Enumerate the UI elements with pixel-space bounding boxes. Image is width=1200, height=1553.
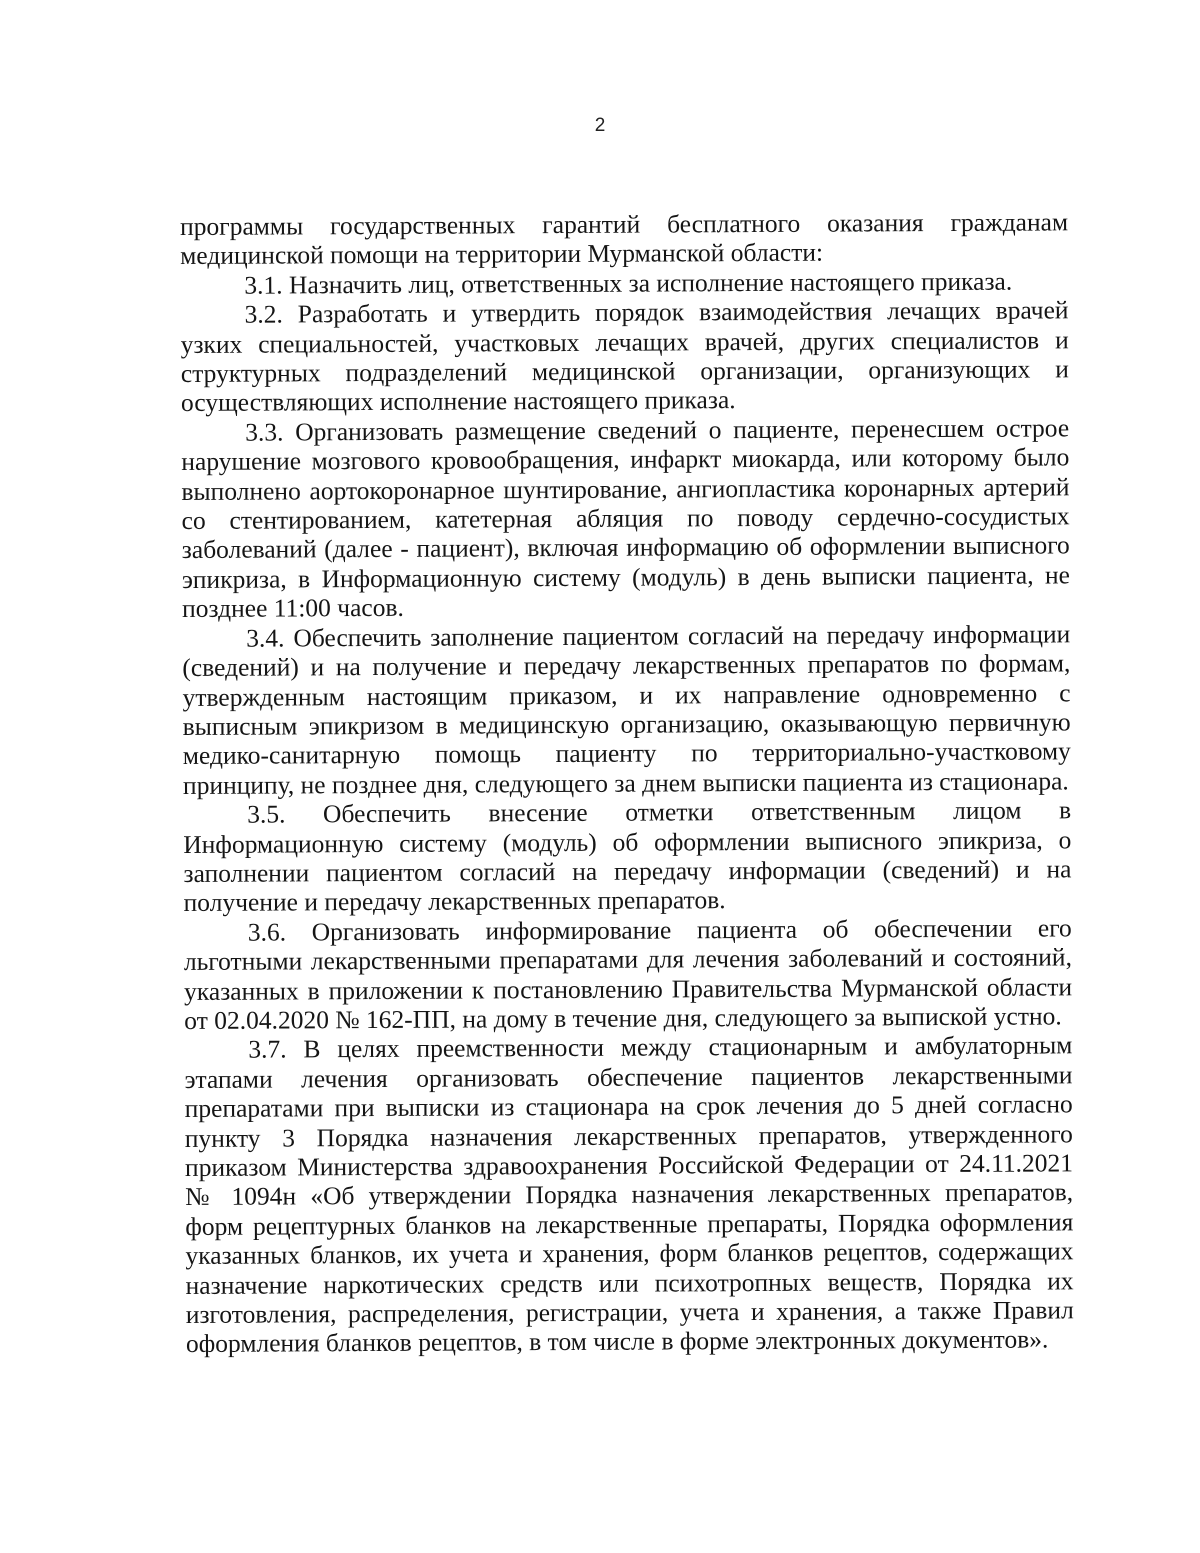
paragraph-3-3: 3.3. Организовать размещение сведений о пациенте, перенесшем острое нарушение мозгового кровообращения, инфаркт миокарда, или которому было выполнено аортокоронарное шунтирование, ангиопластика коронарных артерий со стентированием, катетерная абляция по поводу сердечно-сосудистых заболеваний (далее - пациент), включая информацию об оформлении выписного эпикриза, в Информационную систему (модуль) в день выписки пациента, не позднее 11:00 часов. <box>181 413 1070 624</box>
paragraph-3-6: 3.6. Организовать информирование пациента об обеспечении его льготными лекарственными препаратами для лечения заболеваний и состояний, указанных в приложении к постановлению Правительства Мурманской области от 02.04.2020 № 162-ПП, на дому в течение дня, следующего за выпиской устно. <box>183 913 1073 1035</box>
page-number: 2 <box>594 115 606 136</box>
paragraph-3-2: 3.2. Разработать и утвердить порядок взаимодействия лечащих врачей узких специальностей, участковых лечащих врачей, других специалистов и структурных подразделений медицинской организации, организующих и осуществляющих исполнение настоящего приказа. <box>180 295 1069 418</box>
document-body <box>180 207 1074 1358</box>
paragraph-3-1: 3.1. Назначить лиц, ответственных за исполнение настоящего приказа. <box>244 266 1013 300</box>
paragraph-3-5: 3.5. Обеспечить внесение отметки ответственным лицом в Информационную систему (модуль) об оформлении выписного эпикриза, о заполнении пациентом согласий на передачу информации (сведений) и на получение и передачу лекарственных препаратов. <box>183 795 1072 918</box>
paragraph-continuation: программы государственных гарантий бесплатного оказания гражданам медицинской помощи на территории Мурманской области: <box>180 207 1069 271</box>
paragraph-3-4: 3.4. Обеспечить заполнение пациентом согласий на передачу информации (сведений) и на получение и передачу лекарственных препаратов по формам, утвержденным настоящим приказом, и их направление одновременно с выписным эпикризом в медицинскую организацию, оказывающую первичную медико-санитарную помощь пациенту по территориально-участковому принципу, не позднее дня, следующего за днем выписки пациента из стационара. <box>182 619 1071 800</box>
paragraph-3-7: 3.7. В целях преемственности между стационарным и амбулаторным этапами лечения организовать обеспечение пациентов лекарственными препаратами при выписки из стационара на срок лечения до 5 дней согласно пункту 3 Порядка назначения лекарственных препаратов, утвержденного приказом Министерства здравоохранения Российской Федерации от 24.11.2021 № 1094н «Об утверждении Порядка назначения лекарственных препаратов, форм рецептурных бланков на лекарственные препараты, Порядка оформления указанных бланков, их учета и хранения, форм бланков рецептов, содержащих назначение наркотических средств или психотропных веществ, Порядка их изготовления, распределения, регистрации, учета и хранения, а также Правил оформления бланков рецептов, в том числе в форме электронных документов». <box>184 1030 1074 1359</box>
